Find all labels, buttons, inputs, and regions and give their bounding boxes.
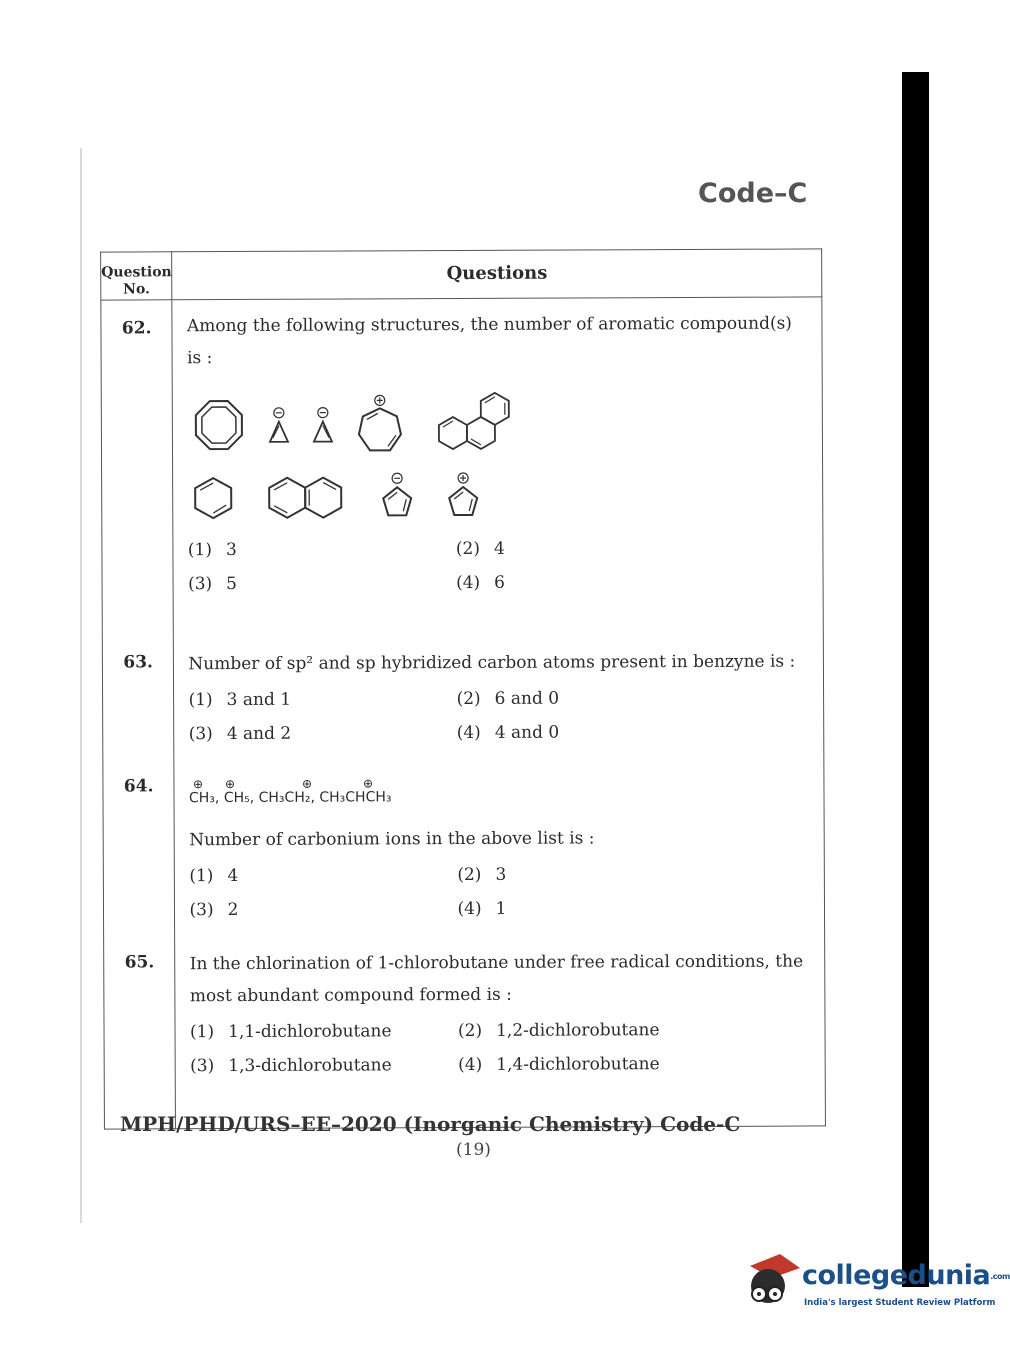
- mascot-icon: [744, 1252, 802, 1314]
- option-label: (3): [188, 574, 213, 595]
- option-value: 1,3-dichlorobutane: [228, 1055, 392, 1077]
- option-value: 1,4-dichlorobutane: [496, 1054, 660, 1075]
- option: [188, 533, 456, 566]
- option-label: (3): [189, 900, 214, 921]
- question-number: 62.: [101, 300, 174, 635]
- option-label: (1): [187, 540, 213, 561]
- option: [457, 715, 812, 749]
- option: [189, 717, 457, 750]
- option: [456, 681, 811, 715]
- question-body: [172, 297, 823, 634]
- tropylium-cation-structure: [355, 392, 405, 458]
- option: [457, 891, 812, 925]
- option-value: 3: [225, 539, 237, 561]
- cation-charge-symbol: ⊕: [192, 777, 204, 792]
- logo-name: collegedunia: [802, 1260, 991, 1291]
- page-number: (19): [456, 1140, 491, 1160]
- question-text: In the chlorination of 1-chlorobutane under free radical conditions, the most abundant compound formed is :: [189, 951, 804, 1007]
- option-label: (2): [457, 864, 482, 886]
- option-label: (3): [188, 724, 213, 745]
- option: [458, 1013, 813, 1047]
- options-62: [188, 531, 811, 600]
- option: [190, 1015, 458, 1048]
- ion-list: [189, 769, 812, 814]
- option: [189, 893, 457, 926]
- exam-footer: MPH/PHD/URS–EE–2020 (Inorganic Chemistry) Code-C: [120, 1112, 741, 1136]
- cyclopentadienyl-cation-structure: [446, 471, 482, 521]
- paper-code: Code–C: [698, 178, 808, 209]
- option-value: 4: [493, 538, 505, 559]
- scan-edge-bar: [902, 72, 929, 1287]
- dihydronaphthalene-structure: [266, 473, 350, 519]
- option: [457, 857, 812, 891]
- option-value: 6 and 0: [494, 688, 560, 709]
- cation-charge-symbol: ⊕: [362, 776, 374, 791]
- option: [189, 859, 457, 892]
- option-value: 4: [227, 865, 239, 887]
- option-label: (1): [189, 866, 214, 887]
- options-64: [189, 857, 812, 926]
- option-value: 1,1-dichlorobutane: [228, 1021, 392, 1043]
- cyclopentadienyl-anion-structure: [380, 471, 416, 521]
- option: [456, 531, 811, 565]
- option: [456, 565, 811, 599]
- question-number: 64.: [103, 758, 175, 934]
- option: [188, 567, 456, 600]
- question-text: Among the following structures, the number of aromatic compound(s) is :: [186, 313, 792, 369]
- cation-charge-symbol: ⊕: [224, 776, 236, 792]
- option: [188, 683, 456, 716]
- page-margin-rule: [80, 148, 82, 1223]
- cyclopropenyl-anion-structure: [267, 404, 291, 448]
- question-table-wrapper: [100, 248, 826, 1109]
- logo-tld: .com: [990, 1272, 1010, 1281]
- option-label: (4): [456, 722, 481, 744]
- col-header-questions: Questions: [172, 249, 822, 300]
- cation-charge-symbol: ⊕: [301, 776, 313, 791]
- question-body: [175, 931, 825, 1128]
- ion-formulas: CH₃, CH₅, CH₃CH₂, CH₃CHCH₃: [188, 789, 392, 807]
- question-row-65: [104, 931, 826, 1129]
- option: [190, 1049, 458, 1082]
- option-label: (1): [189, 1022, 215, 1043]
- question-number: 63.: [102, 634, 174, 758]
- logo-wordmark: [802, 1260, 1010, 1291]
- question-row-62: [101, 297, 823, 635]
- option-value: 1: [495, 898, 507, 919]
- option-value: 6: [494, 572, 506, 593]
- option: [458, 1047, 813, 1081]
- cyclooctatetraene-structure: [191, 398, 247, 454]
- question-body: [174, 631, 824, 758]
- col-header-number-line1: Question: [101, 264, 172, 281]
- option-value: 3: [495, 864, 507, 885]
- question-body: [174, 755, 824, 934]
- question-text: Number of carbonium ions in the above list is :: [189, 828, 595, 851]
- question-row-64: [103, 755, 825, 934]
- option-label: (4): [456, 572, 481, 594]
- option-label: (4): [457, 898, 482, 920]
- option-label: (2): [455, 538, 481, 560]
- question-text: Number of sp² and sp hybridized carbon atoms present in benzyne is :: [188, 651, 796, 675]
- phenanthrene-structure: [425, 387, 517, 463]
- col-header-number-line2: No.: [123, 281, 150, 298]
- option-label: (2): [456, 688, 481, 710]
- collegedunia-logo: [744, 1252, 1010, 1322]
- question-table: [100, 248, 826, 1129]
- option-value: 4 and 0: [494, 722, 560, 743]
- cyclohexadiene-structure: [192, 474, 236, 520]
- option-value: 1,2-dichlorobutane: [496, 1020, 660, 1041]
- structures-row-2: [192, 469, 811, 522]
- option-value: 4 and 2: [226, 723, 292, 745]
- option-label: (4): [458, 1054, 483, 1076]
- option-label: (2): [457, 1020, 483, 1042]
- option-value: 3 and 1: [226, 689, 292, 711]
- col-header-number: [101, 252, 173, 300]
- logo-tagline: India's largest Student Review Platform: [804, 1298, 996, 1308]
- question-row-63: [102, 631, 824, 758]
- cyclopropenyl-anion-structure: [311, 404, 335, 448]
- option-label: (3): [190, 1056, 215, 1077]
- options-65: [190, 1013, 813, 1082]
- option-label: (1): [188, 690, 213, 711]
- option-value: 5: [226, 573, 238, 595]
- options-63: [188, 681, 811, 750]
- structures-row-1: [191, 385, 810, 464]
- question-number: 65.: [104, 934, 176, 1129]
- option-value: 2: [227, 899, 239, 921]
